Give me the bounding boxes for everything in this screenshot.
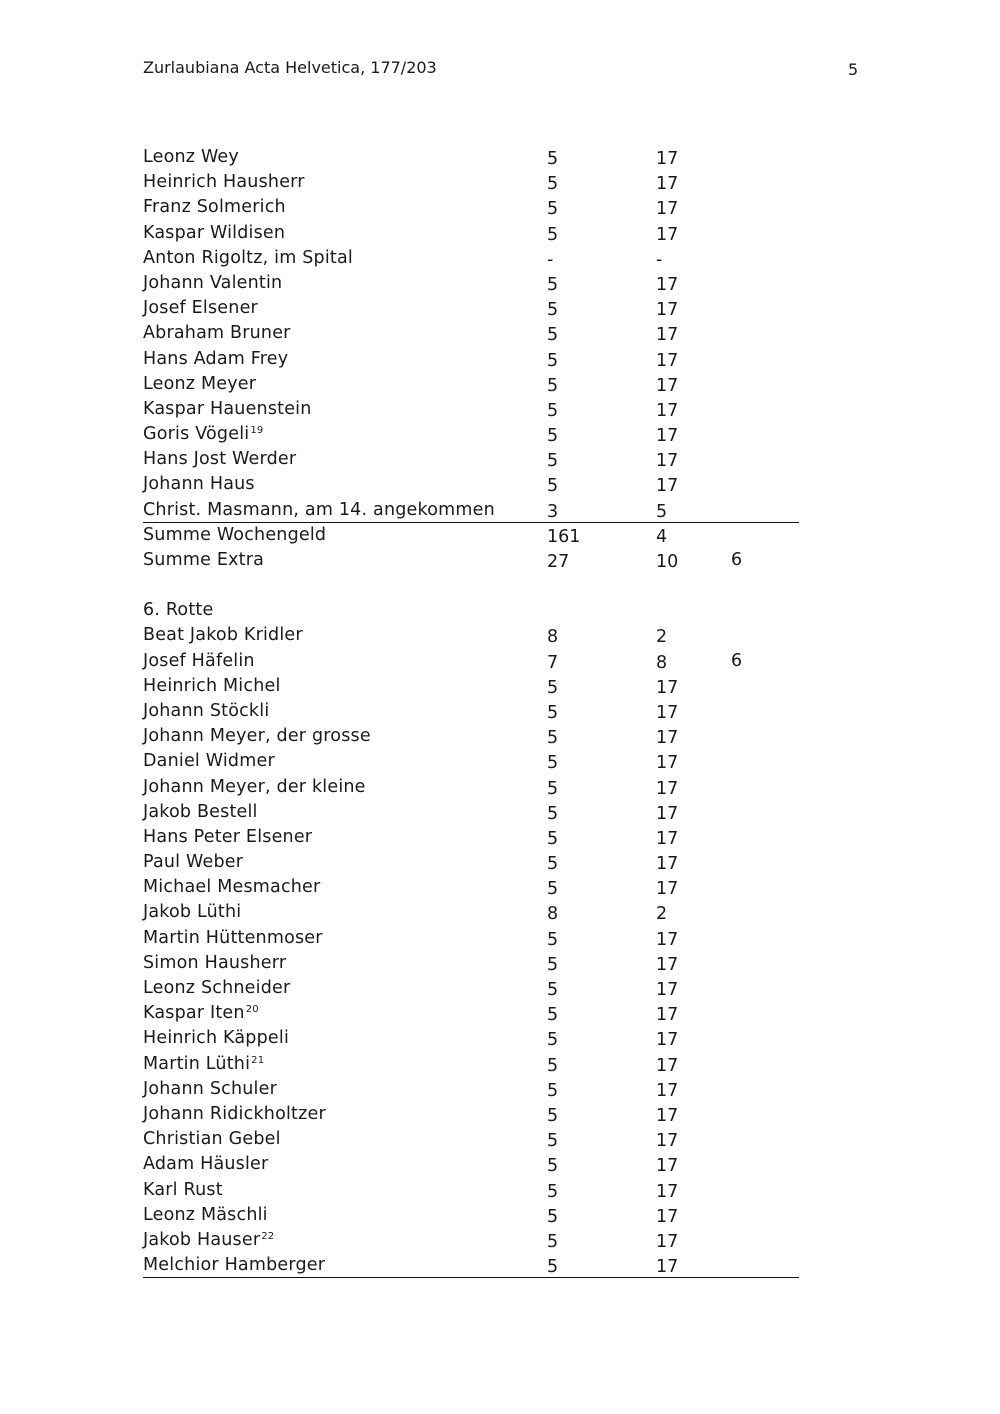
- person-name: [143, 523, 326, 548]
- person-name: [143, 926, 323, 951]
- person-name-text: Hans Jost Werder: [143, 449, 297, 470]
- amount-col-1: 161: [547, 526, 581, 547]
- person-name: [143, 422, 263, 447]
- person-name: [143, 775, 366, 800]
- amount-col-1: 5: [547, 199, 559, 220]
- section-5-rotte-continued: [143, 145, 799, 523]
- person-name-text: Martin Hüttenmoser: [143, 927, 323, 948]
- amount-col-1: 5: [547, 803, 559, 824]
- person-name: [143, 1001, 259, 1026]
- ledger-row: [143, 976, 799, 1001]
- person-name: [143, 1228, 274, 1253]
- ledger-row: [143, 1127, 799, 1152]
- amount-col-2: 17: [656, 753, 679, 774]
- amount-col-1: 27: [547, 551, 570, 572]
- amount-col-1: 5: [547, 980, 559, 1000]
- person-name-text: Hans Peter Elsener: [143, 826, 313, 847]
- person-name-text: Leonz Mäschli: [143, 1204, 268, 1225]
- ledger-row: [143, 1203, 799, 1228]
- person-name: [143, 623, 303, 648]
- amount-col-1: 5: [547, 854, 559, 875]
- amount-col-2: 17: [656, 350, 679, 371]
- person-name-text: Melchior Hamberger: [143, 1255, 326, 1276]
- ledger-row: [143, 825, 799, 850]
- person-name-text: Josef Häfelin: [143, 650, 255, 671]
- ledger-row: [143, 170, 799, 195]
- person-name-text: Jakob Hauser: [143, 1229, 261, 1250]
- amount-col-2: 17: [656, 778, 679, 799]
- person-name: [143, 195, 286, 220]
- ledger-row: [143, 1052, 799, 1077]
- amount-col-1: 5: [547, 451, 559, 472]
- amount-col-1: 5: [547, 375, 559, 396]
- ledger-row: [143, 271, 799, 296]
- ledger-row: [143, 447, 799, 472]
- person-name: [143, 976, 290, 1001]
- amount-col-1: 5: [547, 224, 559, 245]
- person-name-text: Johann Meyer, der kleine: [143, 776, 366, 797]
- person-name: [143, 447, 296, 472]
- person-name: [143, 699, 269, 724]
- ledger-row: [143, 1152, 799, 1177]
- amount-col-1: 5: [547, 1206, 559, 1227]
- amount-col-2: 17: [656, 274, 679, 295]
- amount-col-1: 5: [547, 1156, 559, 1177]
- person-name: [143, 498, 495, 523]
- footnote-marker: 21: [251, 1054, 265, 1066]
- ledger-row: [143, 321, 799, 346]
- amount-col-2: 4: [656, 526, 668, 547]
- person-name: [143, 372, 256, 397]
- amount-col-1: 5: [547, 300, 559, 321]
- amount-col-2: 8: [656, 652, 668, 673]
- person-name: [143, 800, 258, 825]
- section-spacer: [143, 573, 799, 598]
- amount-col-1: 5: [547, 702, 559, 723]
- ledger-row: [143, 1026, 799, 1051]
- person-name-text: Christ. Masmann, am 14. angekommen: [143, 499, 495, 520]
- journal-title: Zurlaubiana Acta Helvetica, 177/203: [143, 58, 437, 77]
- amount-col-2: 17: [656, 1257, 679, 1278]
- ledger-row: [143, 850, 799, 875]
- amount-col-2: 17: [656, 879, 679, 900]
- person-name: [143, 221, 285, 246]
- amount-col-1: 5: [547, 1005, 559, 1026]
- person-name: [143, 397, 312, 422]
- person-name-text: Beat Jakob Kridler: [143, 625, 303, 646]
- person-name-text: Anton Rigoltz, im Spital: [143, 247, 353, 268]
- ledger-row: [143, 775, 799, 800]
- amount-col-2: 10: [656, 551, 679, 572]
- ledger-row: [143, 296, 799, 321]
- person-name-text: Karl Rust: [143, 1179, 223, 1200]
- person-name: [143, 724, 371, 749]
- person-name-text: Daniel Widmer: [143, 751, 275, 772]
- person-name: [143, 1127, 281, 1152]
- person-name-text: Johann Stöckli: [143, 700, 270, 721]
- ledger-row: [143, 145, 799, 170]
- ledger-row: [143, 1253, 799, 1278]
- amount-col-2: 17: [656, 1231, 679, 1252]
- person-name-text: Johann Ridickholtzer: [143, 1103, 326, 1124]
- amount-col-2: 17: [656, 1005, 679, 1026]
- person-name-text: Johann Valentin: [143, 272, 283, 293]
- page-number: 5: [848, 60, 859, 79]
- amount-col-1: 5: [547, 426, 559, 447]
- person-name-text: Kaspar Iten: [143, 1003, 245, 1024]
- person-name: [143, 850, 243, 875]
- amount-col-2: 17: [656, 728, 679, 749]
- ledger-row: [143, 875, 799, 900]
- amount-col-2: 17: [656, 426, 679, 447]
- person-name-text: Goris Vögeli: [143, 424, 250, 445]
- amount-col-2: 17: [656, 828, 679, 849]
- person-name: [143, 1253, 325, 1278]
- person-name: [143, 472, 255, 497]
- person-name: [143, 170, 305, 195]
- amount-col-1: 5: [547, 174, 559, 195]
- person-name: [143, 875, 320, 900]
- person-name-text: Josef Elsener: [143, 298, 258, 319]
- person-name-text: Jakob Lüthi: [143, 902, 242, 923]
- person-name: [143, 951, 286, 976]
- person-name: [143, 145, 239, 170]
- person-name-text: Leonz Meyer: [143, 373, 257, 394]
- amount-col-3: 6: [731, 650, 743, 671]
- footnote-marker: 20: [245, 1004, 259, 1016]
- ledger-row: [143, 397, 799, 422]
- person-name-text: Summe Extra: [143, 549, 265, 570]
- amount-col-1: 5: [547, 753, 559, 774]
- person-name: [143, 825, 312, 850]
- amount-col-1: 5: [547, 1231, 559, 1252]
- amount-col-1: 5: [547, 1257, 559, 1278]
- person-name-text: Jakob Bestell: [143, 801, 258, 822]
- amount-col-3: 6: [731, 549, 743, 570]
- amount-col-2: 17: [656, 1030, 679, 1051]
- person-name: [143, 674, 281, 699]
- amount-col-1: 3: [547, 501, 559, 522]
- person-name: [143, 1026, 289, 1051]
- amount-col-2: 17: [656, 300, 679, 321]
- person-name-text: Kaspar Wildisen: [143, 222, 286, 243]
- person-name-text: Christian Gebel: [143, 1129, 281, 1150]
- person-name: [143, 1077, 277, 1102]
- amount-col-1: 5: [547, 677, 559, 698]
- ledger-row: [143, 1178, 799, 1203]
- amount-col-1: 5: [547, 325, 559, 346]
- amount-col-2: 17: [656, 224, 679, 245]
- ledger-row: [143, 699, 799, 724]
- person-name: [143, 1152, 268, 1177]
- amount-col-1: 5: [547, 400, 559, 421]
- amount-col-1: -: [547, 249, 554, 270]
- person-name: [143, 749, 275, 774]
- ledger: [143, 145, 799, 1278]
- person-name: [143, 548, 264, 573]
- amount-col-2: 17: [656, 1055, 679, 1076]
- amount-col-2: 2: [656, 904, 668, 925]
- ledger-row: [143, 548, 799, 573]
- amount-col-2: 17: [656, 1206, 679, 1227]
- amount-col-1: 8: [547, 904, 559, 925]
- amount-col-1: 5: [547, 828, 559, 849]
- section-totals: [143, 523, 799, 573]
- amount-col-2: 5: [656, 501, 668, 522]
- footnote-marker: 22: [261, 1230, 275, 1242]
- person-name-text: Leonz Wey: [143, 147, 239, 167]
- ledger-row: [143, 1001, 799, 1026]
- ledger-row: [143, 623, 799, 648]
- person-name: [143, 321, 291, 346]
- ledger-row: [143, 221, 799, 246]
- amount-col-1: 5: [547, 778, 559, 799]
- amount-col-1: 5: [547, 929, 559, 950]
- amount-col-2: 17: [656, 954, 679, 975]
- amount-col-2: 17: [656, 677, 679, 698]
- person-name: [143, 1052, 264, 1077]
- person-name-text: Johann Schuler: [143, 1078, 277, 1099]
- amount-col-1: 5: [547, 476, 559, 497]
- person-name-text: Heinrich Käppeli: [143, 1028, 290, 1049]
- amount-col-2: 17: [656, 803, 679, 824]
- amount-col-2: 17: [656, 1156, 679, 1177]
- ledger-row: [143, 800, 799, 825]
- amount-col-1: 8: [547, 627, 559, 648]
- person-name-text: Martin Lüthi: [143, 1053, 251, 1074]
- amount-col-2: 17: [656, 375, 679, 396]
- person-name: [143, 1102, 326, 1127]
- person-name-text: Kaspar Hauenstein: [143, 398, 312, 419]
- ledger-row: [143, 422, 799, 447]
- person-name-text: Leonz Schneider: [143, 978, 291, 998]
- amount-col-2: 17: [656, 199, 679, 220]
- amount-col-1: 5: [547, 1181, 559, 1202]
- ledger-row: [143, 951, 799, 976]
- amount-col-1: 5: [547, 1080, 559, 1101]
- ledger-row: [143, 472, 799, 497]
- amount-col-1: 5: [547, 1030, 559, 1051]
- person-name: [143, 649, 255, 674]
- person-name: [143, 296, 258, 321]
- section-6-rotte: [143, 623, 799, 1278]
- amount-col-2: 17: [656, 325, 679, 346]
- amount-col-1: 5: [547, 1105, 559, 1126]
- amount-col-2: 17: [656, 702, 679, 723]
- person-name-text: Michael Mesmacher: [143, 877, 321, 898]
- person-name-text: Simon Hausherr: [143, 952, 287, 973]
- person-name: [143, 246, 353, 271]
- amount-col-1: 5: [547, 274, 559, 295]
- ledger-row: [143, 749, 799, 774]
- amount-col-2: 17: [656, 1105, 679, 1126]
- person-name-text: Summe Wochengeld: [143, 524, 327, 545]
- section-heading-row: [143, 598, 799, 623]
- amount-col-2: 17: [656, 400, 679, 421]
- amount-col-2: -: [656, 249, 663, 270]
- amount-col-2: 17: [656, 476, 679, 497]
- person-name-text: Adam Häusler: [143, 1154, 269, 1175]
- ledger-row: [143, 523, 799, 548]
- amount-col-2: 2: [656, 627, 668, 648]
- amount-col-2: 17: [656, 980, 679, 1000]
- amount-col-2: 17: [656, 1080, 679, 1101]
- amount-col-2: 17: [656, 929, 679, 950]
- ledger-row: [143, 649, 799, 674]
- ledger-row: [143, 900, 799, 925]
- ledger-row: [143, 246, 799, 271]
- ledger-row: [143, 1228, 799, 1253]
- ledger-row: [143, 1102, 799, 1127]
- ledger-row: [143, 498, 799, 523]
- person-name-text: Abraham Bruner: [143, 323, 291, 344]
- ledger-row: [143, 372, 799, 397]
- ledger-row: [143, 347, 799, 372]
- amount-col-2: 17: [656, 174, 679, 195]
- person-name-text: Heinrich Michel: [143, 675, 281, 696]
- person-name-text: Paul Weber: [143, 852, 244, 873]
- ledger-row: [143, 195, 799, 220]
- person-name-text: Hans Adam Frey: [143, 348, 289, 369]
- amount-col-1: 5: [547, 954, 559, 975]
- amount-col-1: 5: [547, 1131, 559, 1152]
- amount-col-2: 17: [656, 1181, 679, 1202]
- ledger-row: [143, 1077, 799, 1102]
- person-name-text: Johann Haus: [143, 474, 255, 495]
- amount-col-2: 17: [656, 854, 679, 875]
- footnote-marker: 19: [250, 425, 264, 437]
- ledger-row: [143, 724, 799, 749]
- person-name: [143, 1203, 268, 1228]
- person-name: [143, 1178, 223, 1203]
- person-name: [143, 347, 288, 372]
- amount-col-1: 7: [547, 652, 559, 673]
- person-name-text: Johann Meyer, der grosse: [143, 726, 371, 747]
- amount-col-1: 5: [547, 149, 559, 169]
- person-name: [143, 900, 241, 925]
- amount-col-1: 5: [547, 1055, 559, 1076]
- amount-col-1: 5: [547, 728, 559, 749]
- amount-col-2: 17: [656, 149, 679, 169]
- amount-col-1: 5: [547, 879, 559, 900]
- section-heading: 6. Rotte: [143, 600, 214, 621]
- person-name-text: Franz Solmerich: [143, 197, 286, 218]
- person-name-text: Heinrich Hausherr: [143, 172, 305, 193]
- ledger-row: [143, 674, 799, 699]
- ledger-row: [143, 926, 799, 951]
- amount-col-2: 17: [656, 451, 679, 472]
- person-name: [143, 271, 282, 296]
- amount-col-1: 5: [547, 350, 559, 371]
- amount-col-2: 17: [656, 1131, 679, 1152]
